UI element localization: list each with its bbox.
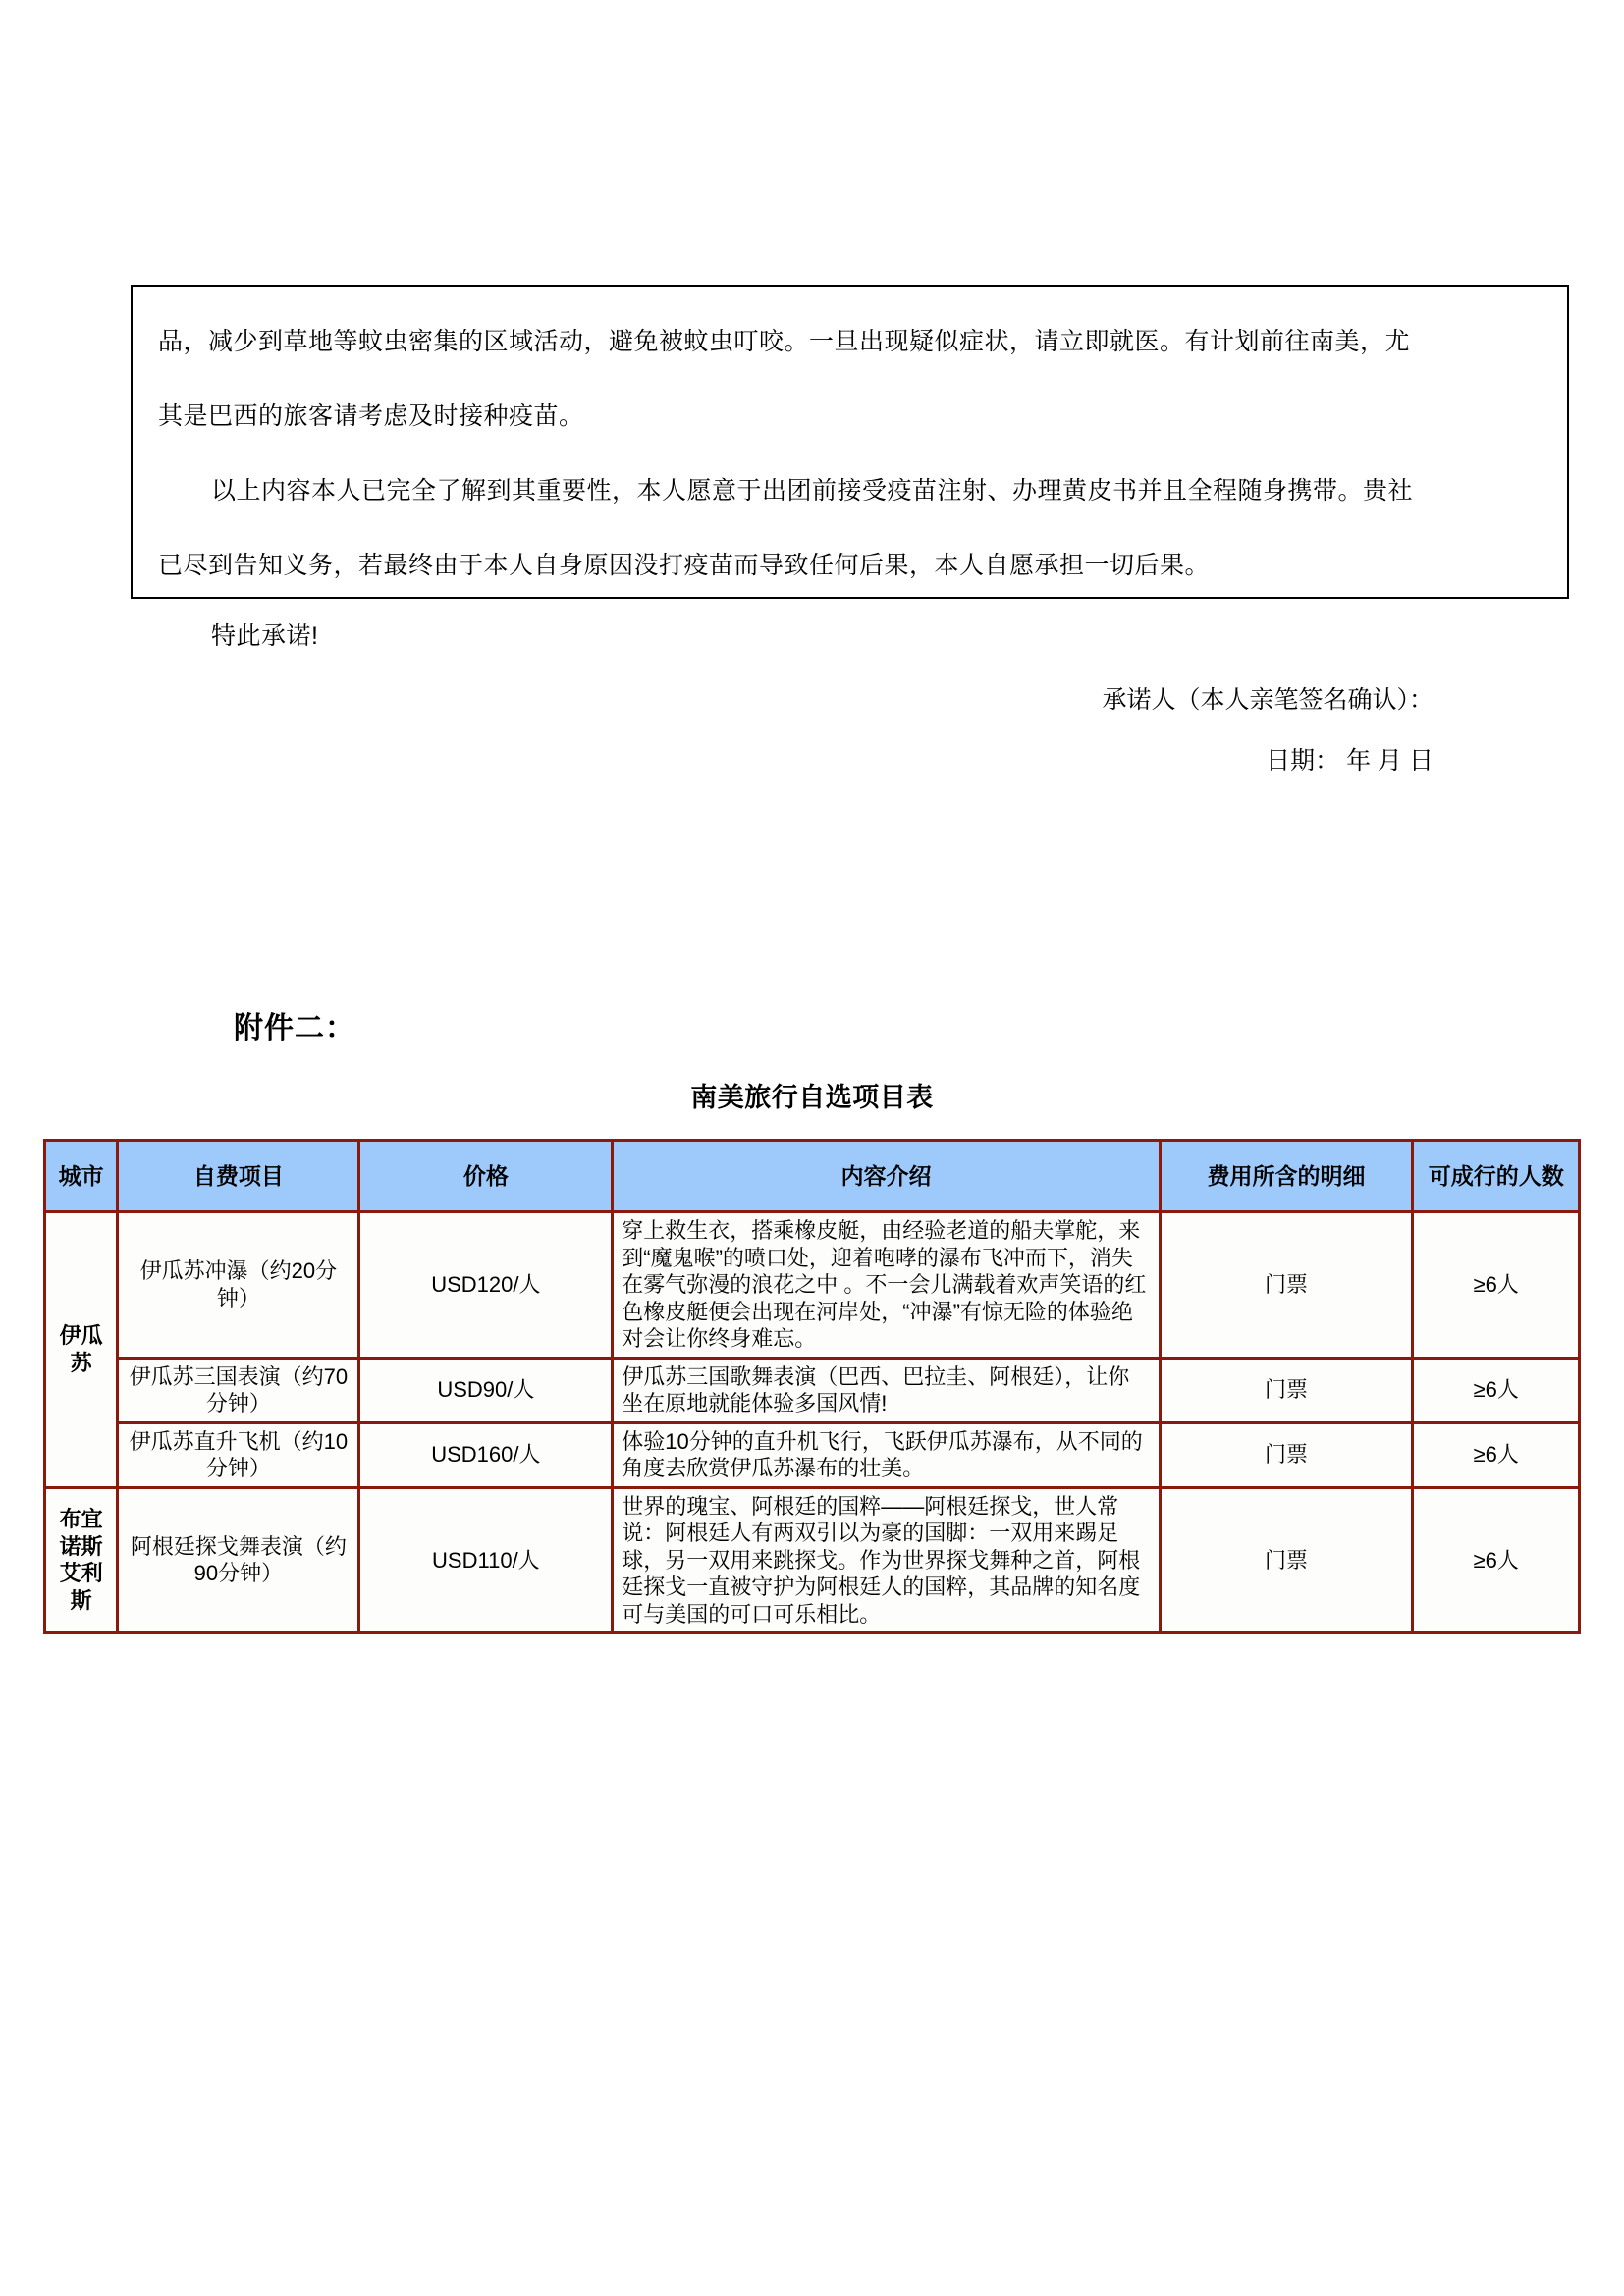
table-title: 南美旅行自选项目表 xyxy=(690,1083,934,1112)
signature-label: 承诺人（本人亲笔签名确认）： xyxy=(1102,686,1434,714)
cell-price: USD90/人 xyxy=(359,1358,613,1422)
cell-price: USD110/人 xyxy=(359,1487,613,1633)
cell-item: 伊瓜苏冲瀑（约20分钟） xyxy=(118,1212,359,1359)
optional-items-table xyxy=(43,1139,1581,1634)
cell-included: 门票 xyxy=(1160,1358,1413,1422)
statement-paragraph-1: 品，减少到草地等蚊虫密集的区域活动，避免被蚊虫叮咬。一旦出现疑似症状，请立即就医。有计划前往南美，尤 xyxy=(158,328,1411,355)
date-label: 日期： 年 月 日 xyxy=(1266,747,1434,774)
column-header-city: 城市 xyxy=(45,1141,118,1212)
statement-paragraph-5: 特此承诺! xyxy=(211,622,319,650)
column-header-price: 价格 xyxy=(359,1141,613,1212)
options-table-container xyxy=(43,1139,1581,1634)
cell-city: 伊瓜苏 xyxy=(45,1212,118,1488)
column-header-min-people: 可成行的人数 xyxy=(1413,1141,1580,1212)
cell-description: 穿上救生衣，搭乘橡皮艇，由经验老道的船夫掌舵，来到“魔鬼喉”的喷口处，迎着咆哮的瀑布飞冲而下，消失在雾气弥漫的浪花之中 。不一会儿满载着欢声笑语的红色橡皮艇便会出现在河岸处，“冲瀑”有惊无险的体验绝对会让你终身难忘。 xyxy=(613,1212,1160,1359)
table-header-row xyxy=(45,1141,1580,1212)
statement-box xyxy=(131,285,1569,774)
table-row xyxy=(45,1358,1580,1422)
column-header-description: 内容介绍 xyxy=(613,1141,1160,1212)
cell-included: 门票 xyxy=(1160,1487,1413,1633)
cell-min-people: ≥6人 xyxy=(1413,1487,1580,1633)
column-header-item: 自费项目 xyxy=(118,1141,359,1212)
cell-item: 阿根廷探戈舞表演（约90分钟） xyxy=(118,1487,359,1633)
cell-included: 门票 xyxy=(1160,1212,1413,1359)
table-row xyxy=(45,1487,1580,1633)
cell-min-people: ≥6人 xyxy=(1413,1212,1580,1359)
table-row xyxy=(45,1212,1580,1359)
attachment-heading: 附件二： xyxy=(234,1012,355,1044)
cell-price: USD160/人 xyxy=(359,1422,613,1487)
table-row xyxy=(45,1422,1580,1487)
statement-paragraph-2: 其是巴西的旅客请考虑及时接种疫苗。 xyxy=(158,402,584,430)
cell-description: 体验10分钟的直升机飞行，飞跃伊瓜苏瀑布，从不同的角度去欣赏伊瓜苏瀑布的壮美。 xyxy=(613,1422,1160,1487)
cell-min-people: ≥6人 xyxy=(1413,1358,1580,1422)
column-header-included: 费用所含的明细 xyxy=(1160,1141,1413,1212)
statement-paragraph-4: 已尽到告知义务，若最终由于本人自身原因没打疫苗而导致任何后果，本人自愿承担一切后果。 xyxy=(158,552,1211,579)
cell-included: 门票 xyxy=(1160,1422,1413,1487)
cell-min-people: ≥6人 xyxy=(1413,1422,1580,1487)
cell-price: USD120/人 xyxy=(359,1212,613,1359)
cell-city: 布宜诺斯艾利斯 xyxy=(45,1487,118,1633)
statement-paragraph-3: 以上内容本人已完全了解到其重要性，本人愿意于出团前接受疫苗注射、办理黄皮书并且全程随身携带。贵社 xyxy=(211,477,1414,505)
cell-description: 伊瓜苏三国歌舞表演（巴西、巴拉圭、阿根廷），让你坐在原地就能体验多国风情! xyxy=(613,1358,1160,1422)
cell-item: 伊瓜苏三国表演（约70分钟） xyxy=(118,1358,359,1422)
cell-item: 伊瓜苏直升飞机（约10分钟） xyxy=(118,1422,359,1487)
cell-description: 世界的瑰宝、阿根廷的国粹——阿根廷探戈，世人常说：阿根廷人有两双引以为豪的国脚：一双用来踢足球，另一双用来跳探戈。作为世界探戈舞种之首，阿根廷探戈一直被守护为阿根廷人的国粹，其品牌的知名度可与美国的可口可乐相比。 xyxy=(613,1487,1160,1633)
